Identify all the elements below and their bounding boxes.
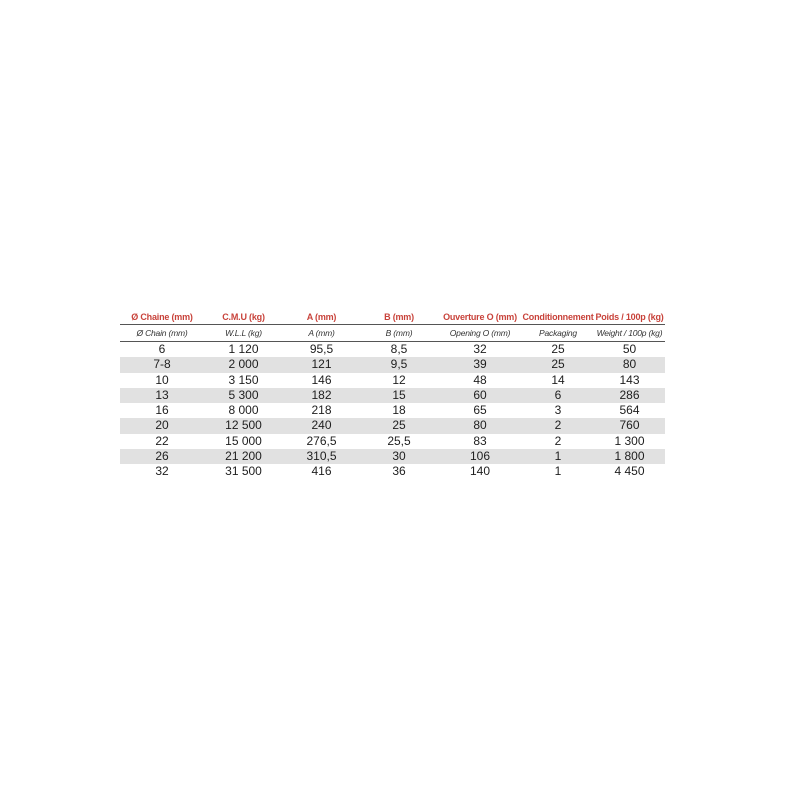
cell-wll: 12 500 [204, 418, 283, 433]
cell-b: 25 [360, 418, 438, 433]
table-row [120, 373, 665, 388]
header-row-french [120, 310, 665, 325]
cell-wll: 3 150 [228, 372, 259, 387]
cell-chain-diameter: 32 [155, 464, 169, 479]
cell-wll: 31 500 [225, 464, 262, 479]
cell-a: 276,5 [306, 433, 337, 448]
cell-chain-diameter: 22 [155, 433, 169, 448]
cell-b: 36 [392, 464, 406, 479]
cell-b: 9,5 [360, 357, 438, 372]
cell-b: 15 [360, 388, 438, 403]
cell-chain-diameter: 26 [120, 449, 204, 464]
cell-packaging: 25 [522, 357, 594, 372]
cell-opening: 48 [473, 372, 487, 387]
header-b-en: B (mm) [360, 325, 438, 342]
cell-chain-diameter: 10 [155, 372, 169, 387]
table-row [120, 403, 665, 418]
cell-weight: 80 [594, 357, 665, 372]
cell-weight: 1 300 [614, 433, 645, 448]
header-opening-en: Opening O (mm) [438, 325, 522, 342]
cell-packaging: 25 [551, 342, 565, 356]
header-weight-en: Weight / 100p (kg) [594, 325, 665, 342]
cell-wll: 2 000 [204, 357, 283, 372]
header-chain-diameter-fr: Ø Chaine (mm) [120, 310, 204, 325]
cell-weight: 143 [619, 372, 640, 387]
cell-chain-diameter: 16 [155, 403, 169, 418]
cell-a: 240 [283, 418, 360, 433]
header-opening-fr: Ouverture O (mm) [438, 310, 522, 325]
header-a-fr: A (mm) [283, 310, 360, 325]
cell-opening: 106 [438, 449, 522, 464]
cell-a: 182 [283, 388, 360, 403]
cell-a: 121 [283, 357, 360, 372]
header-weight-fr: Poids / 100p (kg) [594, 310, 665, 325]
header-wll-en: W.L.L (kg) [204, 325, 283, 342]
cell-packaging: 2 [522, 418, 594, 433]
cell-weight: 564 [619, 403, 640, 418]
table-row [120, 388, 665, 403]
cell-packaging: 1 [554, 464, 562, 479]
table-row [120, 418, 665, 433]
cell-b: 12 [392, 372, 406, 387]
cell-b: 25,5 [387, 433, 411, 448]
cell-wll: 15 000 [225, 433, 262, 448]
cell-a: 95,5 [309, 342, 334, 356]
cell-a: 416 [311, 464, 332, 479]
table-row [120, 434, 665, 449]
cell-packaging: 3 [554, 403, 562, 418]
header-row-english [120, 325, 665, 342]
cell-chain-diameter: 20 [120, 418, 204, 433]
cell-weight: 50 [622, 342, 637, 356]
cell-packaging: 2 [554, 433, 562, 448]
table-row [120, 342, 665, 358]
cell-opening: 60 [438, 388, 522, 403]
cell-weight: 1 800 [594, 449, 665, 464]
cell-wll: 1 120 [228, 342, 259, 356]
cell-weight: 286 [594, 388, 665, 403]
cell-chain-diameter: 13 [120, 388, 204, 403]
chain-spec-table [120, 310, 665, 480]
cell-b: 8,5 [390, 342, 408, 356]
cell-a: 146 [311, 372, 332, 387]
cell-b: 30 [360, 449, 438, 464]
cell-opening: 83 [473, 433, 487, 448]
cell-a: 310,5 [283, 449, 360, 464]
cell-chain-diameter: 7-8 [120, 357, 204, 372]
header-packaging-en: Packaging [522, 325, 594, 342]
table-body [120, 342, 665, 480]
cell-weight: 4 450 [614, 464, 645, 479]
table-row [120, 464, 665, 479]
cell-wll: 8 000 [228, 403, 259, 418]
cell-packaging: 14 [551, 372, 565, 387]
cell-packaging: 6 [522, 388, 594, 403]
header-chain-diameter-en: Ø Chain (mm) [120, 325, 204, 342]
cell-weight: 760 [594, 418, 665, 433]
table-row [120, 449, 665, 464]
header-wll-fr: C.M.U (kg) [204, 310, 283, 325]
cell-chain-diameter: 6 [158, 342, 166, 356]
cell-opening: 32 [473, 342, 487, 356]
cell-opening: 140 [469, 464, 491, 479]
cell-wll: 5 300 [204, 388, 283, 403]
header-b-fr: B (mm) [360, 310, 438, 325]
cell-wll: 21 200 [204, 449, 283, 464]
cell-packaging: 1 [522, 449, 594, 464]
header-packaging-fr: Conditionnement [522, 310, 594, 325]
cell-opening: 80 [438, 418, 522, 433]
cell-opening: 65 [473, 403, 487, 418]
header-a-en: A (mm) [283, 325, 360, 342]
cell-a: 218 [311, 403, 332, 418]
cell-b: 18 [392, 403, 406, 418]
cell-opening: 39 [438, 357, 522, 372]
table-row [120, 357, 665, 372]
